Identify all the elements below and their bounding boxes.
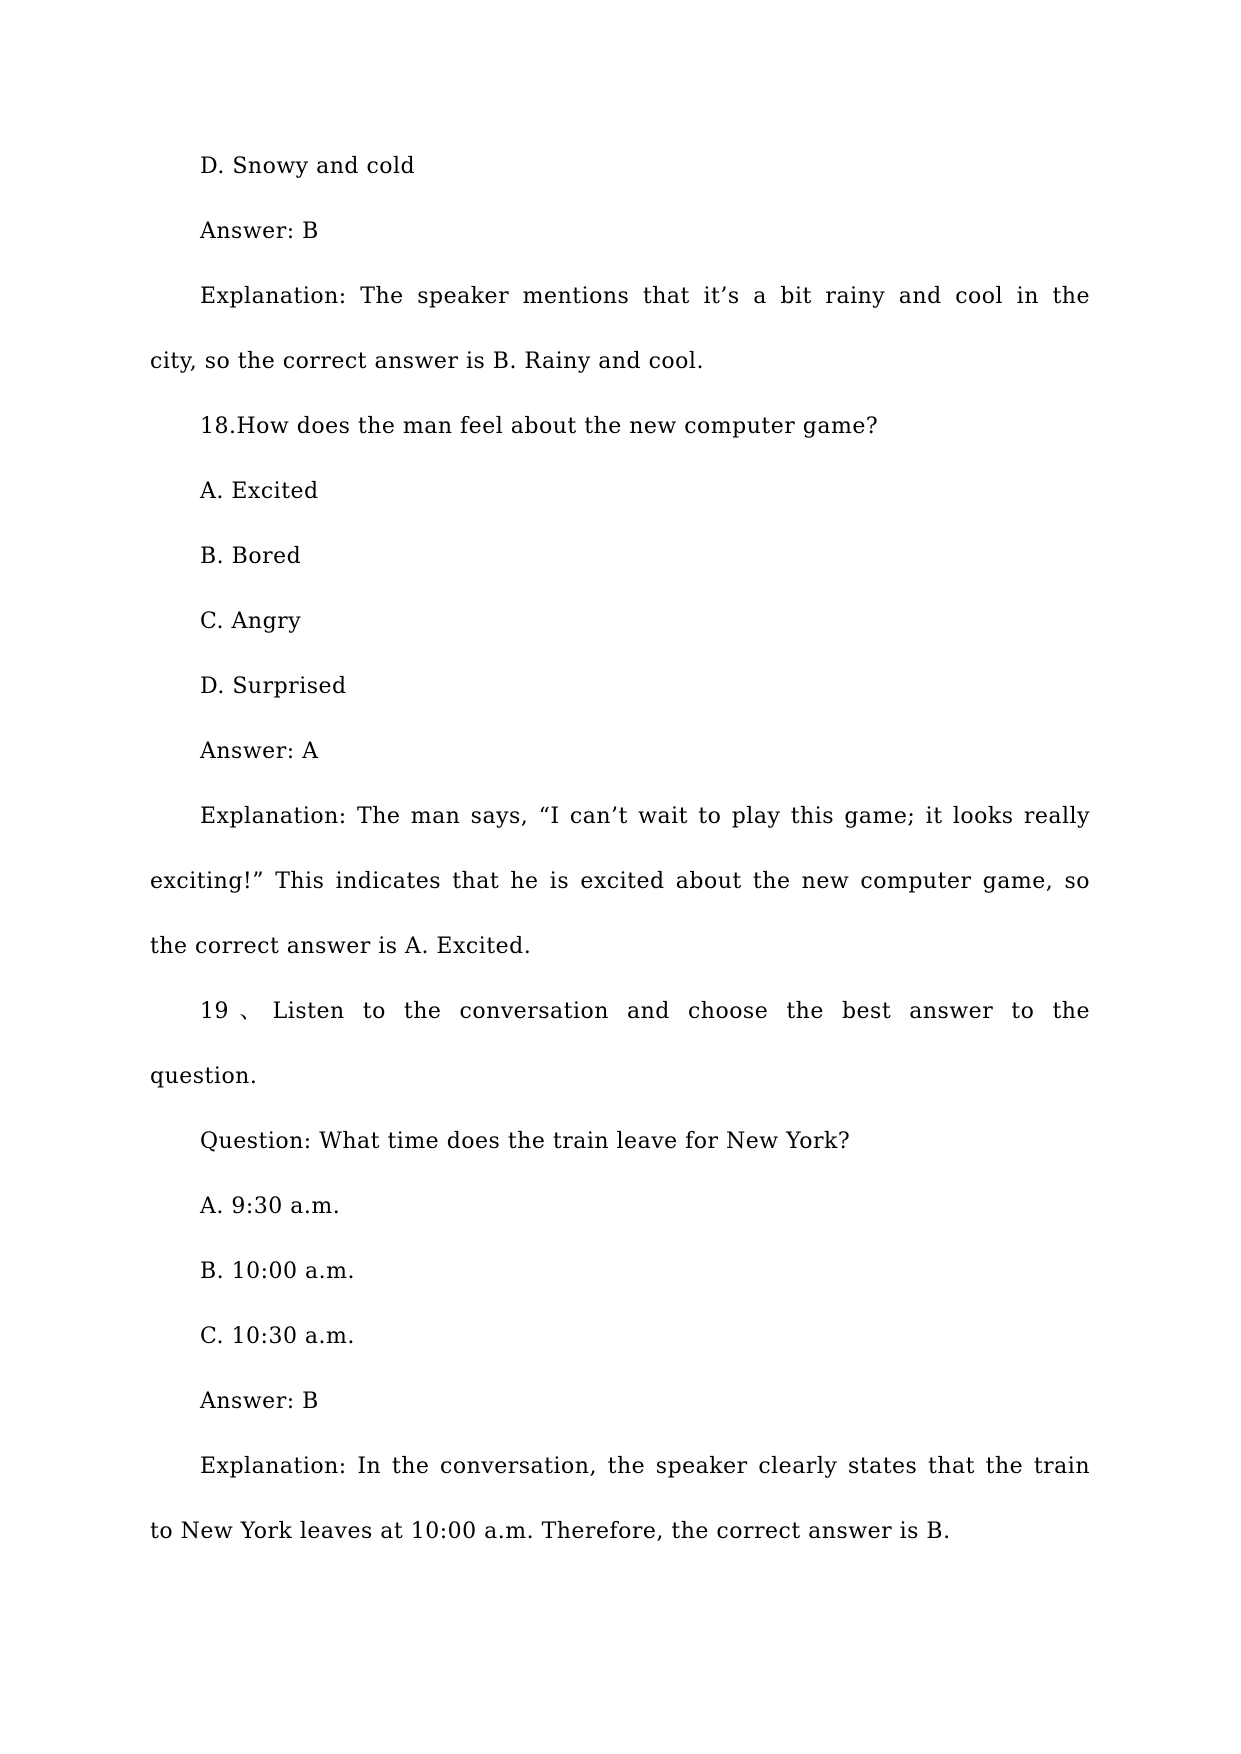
option-d-snowy-cold: D. Snowy and cold bbox=[200, 154, 416, 179]
option-a-930: A. 9:30 a.m. bbox=[200, 1194, 341, 1219]
answer-18: Answer: A bbox=[200, 739, 319, 764]
question-19-line-1: 19、Listen to the conversation and choose the best answer to the bbox=[200, 999, 1090, 1024]
explanation-18-line-2: exciting!” This indicates that he is excited about the new computer game, so bbox=[150, 869, 1090, 894]
question-18: 18.How does the man feel about the new computer game? bbox=[200, 414, 879, 439]
option-c-angry: C. Angry bbox=[200, 609, 302, 634]
answer-19: Answer: B bbox=[200, 1389, 319, 1414]
explanation-17-line-1: Explanation: The speaker mentions that it’s a bit rainy and cool in the bbox=[200, 284, 1090, 309]
explanation-19-line-1: Explanation: In the conversation, the speaker clearly states that the train bbox=[200, 1454, 1090, 1479]
option-c-1030: C. 10:30 a.m. bbox=[200, 1324, 355, 1349]
explanation-18-line-1: Explanation: The man says, “I can’t wait to play this game; it looks really bbox=[200, 804, 1090, 829]
explanation-17-line-2: city, so the correct answer is B. Rainy and cool. bbox=[150, 349, 704, 374]
explanation-19-line-2: to New York leaves at 10:00 a.m. Therefore, the correct answer is B. bbox=[150, 1519, 951, 1544]
option-b-bored: B. Bored bbox=[200, 544, 302, 569]
option-a-excited: A. Excited bbox=[200, 479, 319, 504]
answer-17: Answer: B bbox=[200, 219, 319, 244]
option-d-surprised: D. Surprised bbox=[200, 674, 347, 699]
question-19-prompt: Question: What time does the train leave for New York? bbox=[200, 1129, 851, 1154]
explanation-18-line-3: the correct answer is A. Excited. bbox=[150, 934, 532, 959]
option-b-1000: B. 10:00 a.m. bbox=[200, 1259, 356, 1284]
question-19-line-2: question. bbox=[150, 1064, 258, 1089]
